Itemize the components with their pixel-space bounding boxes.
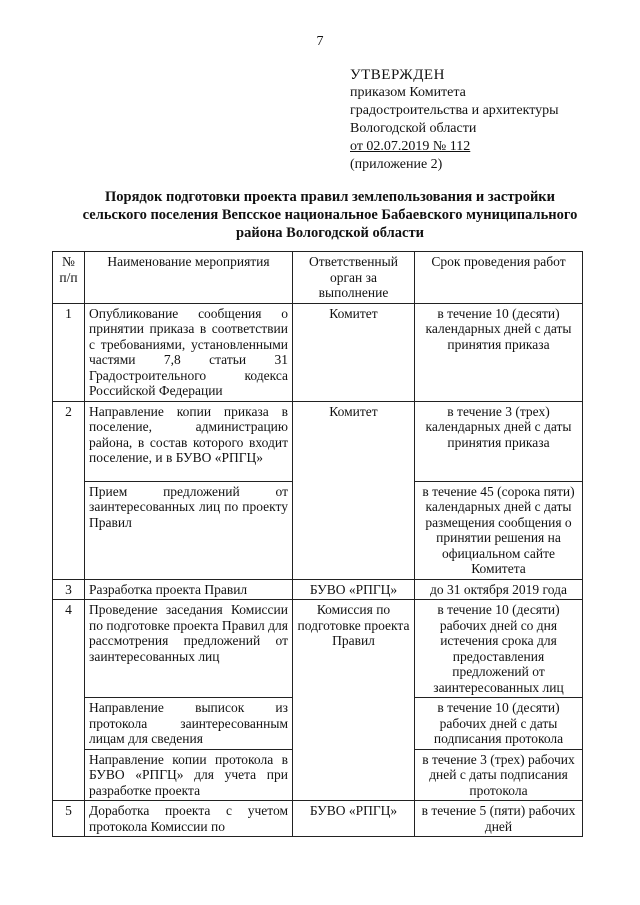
row-name: Разработка проекта Правил <box>85 579 293 600</box>
row-responsible: Комиссия по подготовке проекта Правил <box>293 600 415 801</box>
row-name: Направление копии приказа в поселение, администрацию района, в состав которого входит поселение, и в БУВО «РПГЦ» <box>85 401 293 481</box>
document-title <box>70 188 590 242</box>
row-responsible: Комитет <box>293 401 415 579</box>
table-row <box>53 401 583 481</box>
header-term: Срок проведения работ <box>415 252 583 304</box>
approval-block <box>350 66 559 174</box>
table-header-row <box>53 252 583 304</box>
row-num: 5 <box>53 801 85 837</box>
table-row <box>53 801 583 837</box>
row-term: до 31 октября 2019 года <box>415 579 583 600</box>
approval-line: приказом Комитета <box>350 85 466 100</box>
row-num: 3 <box>53 579 85 600</box>
approval-heading: УТВЕРЖДЕН <box>350 67 445 83</box>
header-responsible: Ответственный орган за выполнение <box>293 252 415 304</box>
table-row <box>53 303 583 401</box>
page-number: 7 <box>316 34 324 49</box>
header-num: № п/п <box>53 252 85 304</box>
row-name: Прием предложений от заинтересованных лиц по проекту Правил <box>85 481 293 579</box>
approval-line: Вологодской области <box>350 121 477 136</box>
title-line: района Вологодской области <box>236 225 424 241</box>
approval-date-number: от 02.07.2019 № 112 <box>350 139 471 154</box>
row-num: 1 <box>53 303 85 401</box>
table-row <box>53 579 583 600</box>
row-num: 2 <box>53 401 85 579</box>
row-responsible: БУВО «РПГЦ» <box>293 579 415 600</box>
row-name: Направление выписок из протокола заинтересованным лицам для сведения <box>85 698 293 750</box>
row-responsible: БУВО «РПГЦ» <box>293 801 415 837</box>
title-line: Порядок подготовки проекта правил землепользования и застройки <box>104 189 556 205</box>
approval-line: градостроительства и архитектуры <box>350 103 559 118</box>
approval-appendix: (приложение 2) <box>350 157 443 172</box>
title-line: сельского поселения Вепсское национальное Бабаевского муниципального <box>82 207 578 223</box>
row-term: в течение 3 (трех) рабочих дней с даты подписания протокола <box>415 749 583 801</box>
row-num: 4 <box>53 600 85 801</box>
procedure-table <box>52 251 583 837</box>
row-name: Опубликование сообщения о принятии приказа в соответствии с требованиями, установленными частями 7,8 статьи 31 Градостроительного кодекса Российской Федерации <box>85 303 293 401</box>
row-term: в течение 10 (десяти) рабочих дней с даты подписания протокола <box>415 698 583 750</box>
row-name: Доработка проекта с учетом протокола Комиссии по <box>85 801 293 837</box>
row-term: в течение 45 (сорока пяти) календарных дней с даты размещения сообщения о принятии решения на официальном сайте Комитета <box>415 481 583 579</box>
row-responsible: Комитет <box>293 303 415 401</box>
row-term: в течение 10 (десяти) рабочих дней со дня истечения срока для предоставления предложений от заинтересованных лиц <box>415 600 583 698</box>
row-term: в течение 5 (пяти) рабочих дней <box>415 801 583 837</box>
row-term: в течение 10 (десяти) календарных дней с даты принятия приказа <box>415 303 583 401</box>
header-name: Наименование мероприятия <box>85 252 293 304</box>
table-row <box>53 600 583 698</box>
row-name: Проведение заседания Комиссии по подготовке проекта Правил для рассмотрения предложений от заинтересованных лиц <box>85 600 293 698</box>
row-term: в течение 3 (трех) календарных дней с даты принятия приказа <box>415 401 583 481</box>
row-name: Направление копии протокола в БУВО «РПГЦ» для учета при разработке проекта <box>85 749 293 801</box>
